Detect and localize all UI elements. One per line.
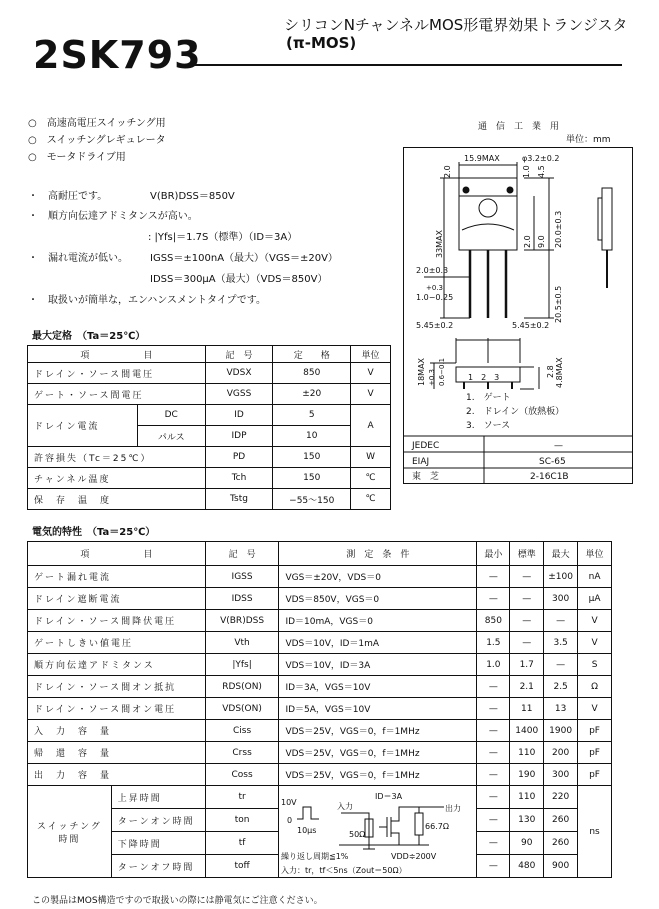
- ec-condition: ID＝10mA，VGS＝0: [279, 610, 477, 632]
- dim-lead-width: 2.0±0.3: [416, 266, 449, 275]
- mr-value: 150: [273, 447, 351, 468]
- ec-item: ドレイン・ソース間オン電圧: [28, 698, 206, 720]
- mr-header-rating: 定 格: [273, 346, 351, 363]
- ec-typ: 190: [510, 764, 544, 786]
- ec-max: 2.5: [544, 676, 578, 698]
- ec-condition: VDS＝25V，VGS＝0，f＝1MHz: [279, 742, 477, 764]
- application-1: ○ 高速高電圧スイッチング用: [28, 118, 166, 129]
- ec-symbol: tf: [205, 832, 279, 855]
- ec-symbol: Ciss: [205, 720, 279, 742]
- feature-6-text: ・ 取扱いが簡単な，エンハンスメントタイプです。: [28, 295, 266, 306]
- package-category: 通 信 工 業 用: [478, 122, 560, 132]
- dim-side-tol: +0.3: [428, 369, 436, 386]
- ec-symbol: VDS(ON): [205, 698, 279, 720]
- std-value-eiaj: SC-65: [539, 457, 566, 467]
- mr-value: 5: [273, 405, 351, 426]
- ec-symbol: IGSS: [205, 566, 279, 588]
- mr-item: チャンネル温度: [28, 468, 206, 489]
- elec-title: 電気的特性 （Ta＝25℃）: [32, 527, 156, 538]
- table-row: [28, 588, 612, 610]
- ec-typ: 110: [510, 786, 544, 809]
- part-number: 2SK793: [33, 33, 202, 77]
- ec-unit: V: [578, 610, 612, 632]
- dim-side-thickness: 0.6−0.1: [438, 357, 446, 386]
- ec-symbol: Crss: [205, 742, 279, 764]
- ec-min: 1.5: [477, 632, 510, 654]
- ec-typ: —: [510, 632, 544, 654]
- mr-symbol: IDP: [205, 426, 273, 447]
- circuit-r2: 66.7Ω: [425, 821, 450, 831]
- table-row: [28, 489, 391, 510]
- ec-symbol: ton: [205, 809, 279, 832]
- table-row: [28, 447, 391, 468]
- ec-max: 900: [544, 855, 578, 878]
- ec-max: 260: [544, 809, 578, 832]
- std-name-toshiba: 東 芝: [412, 472, 440, 482]
- table-row: [28, 786, 612, 809]
- mr-subitem: パルス: [137, 426, 205, 447]
- circuit-input-cond: 入力：tr，tf＜5ns（Zout＝50Ω）: [281, 865, 408, 875]
- footer-note: この製品はMOS構造ですので取扱いの際には静電気にご注意ください。: [32, 896, 323, 906]
- ec-max: 3.5: [544, 632, 578, 654]
- ec-typ: 1.7: [510, 654, 544, 676]
- table-row: [28, 405, 391, 426]
- ec-max: 220: [544, 786, 578, 809]
- dim-mid1: 2.0: [523, 235, 532, 248]
- circuit-diagram: [279, 787, 475, 877]
- ec-item: ドレイン・ソース間オン抵抗: [28, 676, 206, 698]
- dim-lead-thickness-tol: +0.3: [426, 284, 443, 292]
- ec-typ: 2.1: [510, 676, 544, 698]
- feature-5-value: IDSS＝300μA（最大）（VDS＝850V）: [150, 274, 328, 285]
- ec-min: —: [477, 832, 510, 855]
- dim-mid2: 9.0: [537, 235, 546, 248]
- ec-typ: 90: [510, 832, 544, 855]
- mr-header-symbol: 記 号: [205, 346, 273, 363]
- dim-width: 15.9MAX: [464, 154, 500, 163]
- ec-min: —: [477, 764, 510, 786]
- mr-item: 保 存 温 度: [28, 489, 206, 510]
- ec-item: 下降時間: [111, 832, 205, 855]
- ec-unit: μA: [578, 588, 612, 610]
- ec-condition: VDS＝10V，ID＝3A: [279, 654, 477, 676]
- table-row: [28, 363, 391, 384]
- max-ratings-title: 最大定格 （Ta＝25℃）: [32, 331, 146, 342]
- mr-item: ドレイン電流: [28, 405, 138, 447]
- std-name-jedec: JEDEC: [412, 441, 440, 451]
- mr-value: −55〜150: [273, 489, 351, 510]
- table-row: [28, 698, 612, 720]
- ec-item: 帰 還 容 量: [28, 742, 206, 764]
- ec-min: 850: [477, 610, 510, 632]
- circuit-r1: 50Ω: [349, 829, 366, 839]
- ec-typ: 1400: [510, 720, 544, 742]
- package-unit: 単位：mm: [566, 135, 611, 145]
- mr-value: 150: [273, 468, 351, 489]
- ec-unit: S: [578, 654, 612, 676]
- ec-item: ゲート漏れ電流: [28, 566, 206, 588]
- ec-item: ターンオン時間: [111, 809, 205, 832]
- ec-max: 13: [544, 698, 578, 720]
- mounting-hole: [479, 199, 497, 217]
- ec-max: —: [544, 654, 578, 676]
- table-row: [28, 632, 612, 654]
- mr-value: ±20: [273, 384, 351, 405]
- std-value-toshiba: 2-16C1B: [530, 472, 569, 482]
- std-name-eiaj: EIAJ: [412, 457, 430, 467]
- feature-4-text: ・ 漏れ電流が低い。: [28, 253, 128, 264]
- circuit-pulse-width: 10μs: [297, 825, 317, 835]
- package-drawing: [404, 148, 632, 483]
- ec-max: —: [544, 610, 578, 632]
- circuit-pulse-zero: 0: [287, 815, 293, 825]
- table-row: [28, 764, 612, 786]
- std-value-jedec: —: [554, 441, 563, 451]
- ec-header-typ: 標準: [510, 542, 544, 566]
- mr-symbol: PD: [205, 447, 273, 468]
- ec-min: —: [477, 786, 510, 809]
- ec-header-min: 最小: [477, 542, 510, 566]
- ec-header-unit: 単位: [578, 542, 612, 566]
- ec-max: 300: [544, 588, 578, 610]
- dim-pitch-1: 5.45±0.2: [416, 321, 454, 330]
- ec-max: 1900: [544, 720, 578, 742]
- mr-item: ドレイン・ソース間電圧: [28, 363, 206, 384]
- application-2: ○ スイッチングレギュレータ: [28, 135, 166, 146]
- ec-typ: 130: [510, 809, 544, 832]
- circuit-input-label: 入力: [337, 801, 354, 811]
- feature-2-text: ・ 順方向伝達アドミタンスが高い。: [28, 211, 198, 222]
- table-row: [28, 384, 391, 405]
- table-row: [28, 566, 612, 588]
- ec-typ: 11: [510, 698, 544, 720]
- ec-min: —: [477, 676, 510, 698]
- dim-hole: φ3.2±0.2: [522, 154, 560, 163]
- ec-item: 順方向伝達アドミタンス: [28, 654, 206, 676]
- ec-condition: ID＝3A，VGS＝10V: [279, 676, 477, 698]
- ec-min: —: [477, 588, 510, 610]
- mr-item: ゲート・ソース間電圧: [28, 384, 206, 405]
- mr-unit: W: [351, 447, 391, 468]
- ec-item: ゲートしきい値電圧: [28, 632, 206, 654]
- dim-top: 2.0: [443, 165, 452, 178]
- circuit-vdd: VDD≑200V: [391, 851, 437, 861]
- ec-item: 入 力 容 量: [28, 720, 206, 742]
- ec-min: —: [477, 742, 510, 764]
- ec-unit: pF: [578, 764, 612, 786]
- subtitle-line2: (π-MOS): [286, 34, 357, 52]
- dim-side-height: 18MAX: [417, 357, 426, 386]
- ec-unit: V: [578, 632, 612, 654]
- package-drawing-box: [403, 147, 633, 484]
- ec-typ: 110: [510, 742, 544, 764]
- ec-min: —: [477, 720, 510, 742]
- ec-unit: V: [578, 698, 612, 720]
- table-row: [28, 654, 612, 676]
- title-rule: [178, 64, 622, 66]
- ec-unit: nA: [578, 566, 612, 588]
- dim-lead-thickness: 1.0−0.25: [416, 293, 454, 302]
- ec-item: ドレイン遮断電流: [28, 588, 206, 610]
- ec-max: 260: [544, 832, 578, 855]
- ec-unit: Ω: [578, 676, 612, 698]
- mr-symbol: ID: [205, 405, 273, 426]
- mr-unit: A: [351, 405, 391, 447]
- ec-condition: VDS＝10V，ID＝1mA: [279, 632, 477, 654]
- ec-symbol: tr: [205, 786, 279, 809]
- mr-item: 許容損失（Tc＝25℃）: [28, 447, 206, 468]
- elec-table: [27, 541, 612, 878]
- feature-1-text: ・ 高耐圧です。: [28, 191, 108, 202]
- ec-unit: ns: [578, 786, 612, 878]
- ec-condition: VDS＝25V，VGS＝0，f＝1MHz: [279, 764, 477, 786]
- table-row: [28, 720, 612, 742]
- circuit-duty: 繰り返し周期≦1%: [281, 851, 349, 861]
- dim-overall-height: 33MAX: [435, 229, 444, 258]
- pin-3: 3. ソース: [466, 421, 511, 431]
- ec-symbol: IDSS: [205, 588, 279, 610]
- dim-tab2: 4.5: [537, 165, 546, 178]
- ec-header-condition: 測 定 条 件: [279, 542, 477, 566]
- dim-side-a: 2.8: [546, 365, 555, 378]
- ec-condition: VDS＝25V，VGS＝0，f＝1MHz: [279, 720, 477, 742]
- ec-item: 出 力 容 量: [28, 764, 206, 786]
- ec-typ: —: [510, 566, 544, 588]
- circuit-output-label: 出力: [445, 803, 462, 813]
- mr-symbol: VDSX: [205, 363, 273, 384]
- dim-side-b: 4.8MAX: [555, 357, 564, 388]
- ec-condition: VDS＝850V，VGS＝0: [279, 588, 477, 610]
- dim-pitch-2: 5.45±0.2: [512, 321, 550, 330]
- ec-typ: —: [510, 610, 544, 632]
- mr-unit: V: [351, 363, 391, 384]
- ec-item: 上昇時間: [111, 786, 205, 809]
- mr-value: 10: [273, 426, 351, 447]
- circuit-pulse-v: 10V: [281, 797, 298, 807]
- ec-max: ±100: [544, 566, 578, 588]
- table-row: [28, 468, 391, 489]
- mr-unit: ℃: [351, 468, 391, 489]
- dim-tab1: 1.0: [522, 165, 531, 178]
- ec-max: 300: [544, 764, 578, 786]
- ec-header-symbol: 記 号: [205, 542, 279, 566]
- pin-numbers: 1 2 3: [468, 373, 500, 382]
- max-ratings-table: [27, 345, 391, 510]
- pin-2: 2. ドレイン（放熱板）: [466, 407, 565, 417]
- ec-min: —: [477, 698, 510, 720]
- ec-typ: —: [510, 588, 544, 610]
- ec-symbol: Coss: [205, 764, 279, 786]
- table-row: [28, 610, 612, 632]
- application-3: ○ モータドライブ用: [28, 152, 126, 163]
- dim-body-height: 20.0±0.3: [554, 210, 563, 248]
- ec-item: ターンオフ時間: [111, 855, 205, 878]
- mr-value: 850: [273, 363, 351, 384]
- mr-symbol: Tch: [205, 468, 273, 489]
- table-row: [28, 742, 612, 764]
- feature-1-value: V(BR)DSS＝850V: [150, 191, 235, 202]
- ec-min: 1.0: [477, 654, 510, 676]
- ec-min: —: [477, 566, 510, 588]
- mr-header-item: 項 目: [28, 346, 206, 363]
- ec-max: 200: [544, 742, 578, 764]
- feature-4-value: IGSS＝±100nA（最大）（VGS＝±20V）: [150, 253, 338, 264]
- mr-unit: ℃: [351, 489, 391, 510]
- ec-unit: pF: [578, 742, 612, 764]
- circuit-drain-current: ID＝3A: [375, 791, 403, 801]
- table-row: [28, 676, 612, 698]
- ec-symbol: toff: [205, 855, 279, 878]
- ec-item: ドレイン・ソース間降伏電圧: [28, 610, 206, 632]
- dim-lead-length: 20.5±0.5: [554, 285, 563, 323]
- mr-subitem: DC: [137, 405, 205, 426]
- ec-typ: 480: [510, 855, 544, 878]
- ec-min: —: [477, 855, 510, 878]
- ec-min: —: [477, 809, 510, 832]
- ec-unit: pF: [578, 720, 612, 742]
- ec-symbol: |Yfs|: [205, 654, 279, 676]
- mr-symbol: VGSS: [205, 384, 273, 405]
- mr-symbol: Tstg: [205, 489, 273, 510]
- pin-1: 1. ゲート: [466, 393, 511, 403]
- ec-header-item: 項 目: [28, 542, 206, 566]
- switching-test-circuit: [279, 786, 477, 878]
- mr-header-unit: 単位: [351, 346, 391, 363]
- ec-condition: VGS＝±20V，VDS＝0: [279, 566, 477, 588]
- ec-symbol: V(BR)DSS: [205, 610, 279, 632]
- ec-header-max: 最大: [544, 542, 578, 566]
- ec-symbol: RDS(ON): [205, 676, 279, 698]
- ec-condition: ID＝5A，VGS＝10V: [279, 698, 477, 720]
- mr-unit: V: [351, 384, 391, 405]
- feature-3-value: : |Yfs|＝1.7S（標準）（ID＝3A）: [148, 232, 298, 243]
- ec-symbol: Vth: [205, 632, 279, 654]
- subtitle-line1: シリコンNチャンネルMOS形電界効果トランジスタ: [284, 16, 628, 34]
- ec-switching-group: スイッチング時間: [28, 786, 112, 878]
